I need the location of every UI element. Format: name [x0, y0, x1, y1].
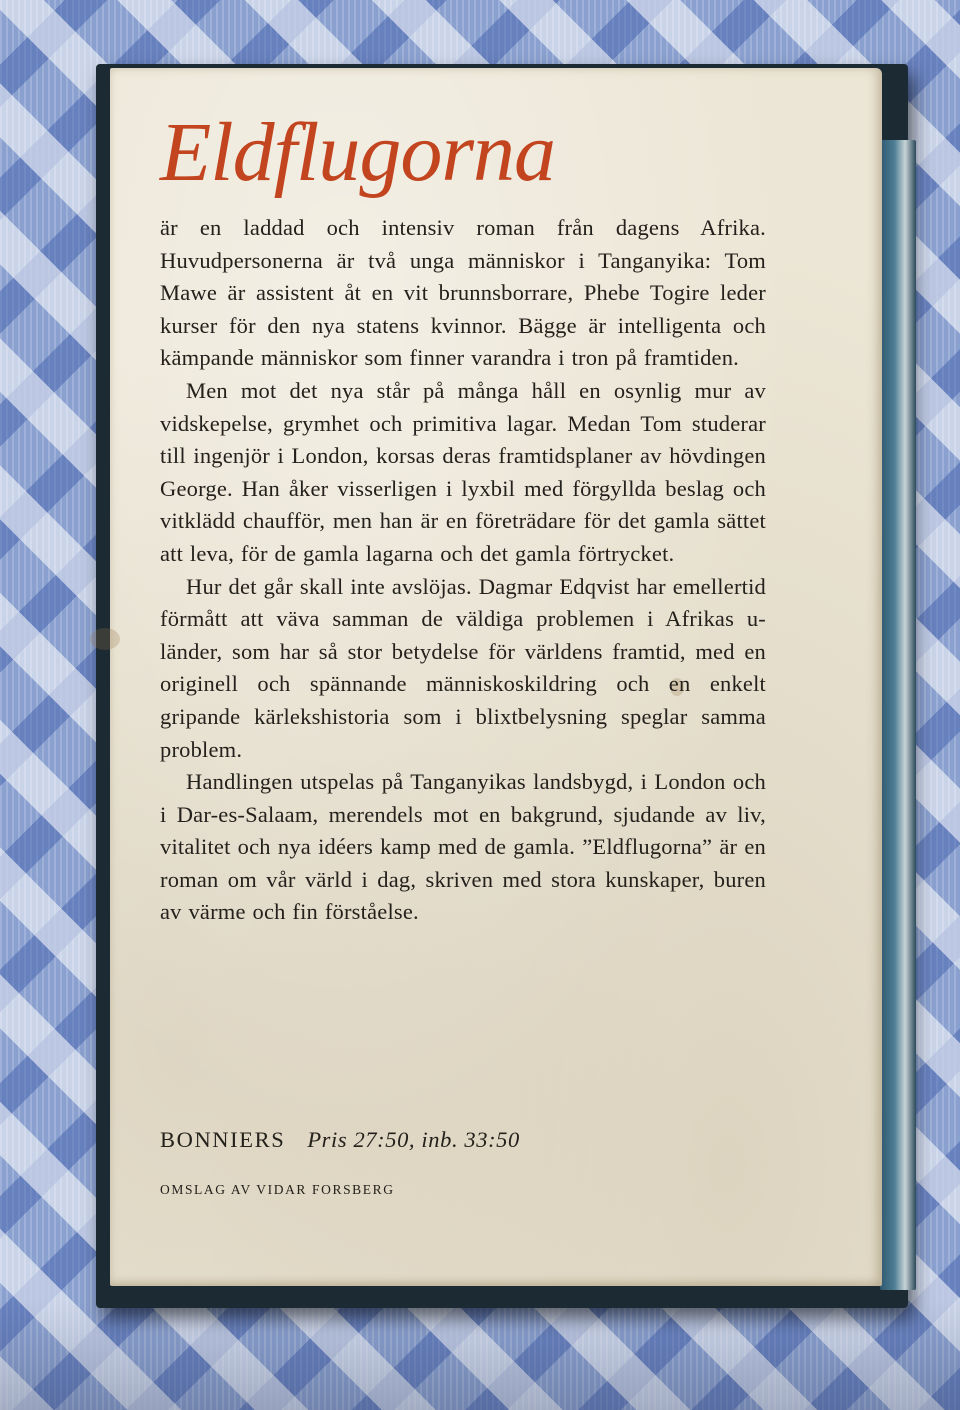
- wear-spot: [90, 628, 120, 650]
- publisher-line: [160, 1127, 520, 1153]
- book-board-edge: [880, 140, 916, 1290]
- price-text: Pris 27:50, inb. 33:50: [307, 1127, 520, 1152]
- book-title: Eldflugorna: [160, 106, 556, 199]
- tablecloth-shadow: [0, 1300, 960, 1410]
- cover-credit: OMSLAG AV VIDAR FORSBERG: [160, 1182, 395, 1197]
- blurb-paragraph: Hur det går skall inte avslöjas. Dagmar Edqvist har emellertid förmått att väva samman de väldiga problemen i Afrikas u-länder, som har så stor betydelse för världens framtid, med en originell och spännande människoskildring och en enkelt gripande kärlekshistoria som i blixtbelysning speglar samma problem.: [160, 573, 766, 762]
- blurb-paragraph: är en laddad och intensiv roman från dagens Afrika. Huvudpersonerna är två unga människor i Tanganyika: Tom Mawe är assistent åt en vit brunnsborrare, Phebe Togire leder kurser för den nya statens kvinnor. Bägge är intelligenta och kämpande människor som finner varandra i tron på framtiden.: [160, 215, 766, 371]
- dust-jacket-back: [110, 68, 882, 1286]
- blurb-paragraph: Men mot det nya står på många håll en osynlig mur av vidskepelse, grymhet och primitiva lagar. Medan Tom studerar till ingenjör i London, korsas deras framtidsplaner av hövdingen George. Han åker visserligen i lyxbil med förgyllda beslag och vitklädd chaufför, men han är en företrädare för det gamla sättet att leva, för de gamla lagarna och det gamla förtrycket.: [160, 377, 766, 566]
- blurb-paragraph: Handlingen utspelas på Tanganyikas landsbygd, i London och i Dar-es-Salaam, merendels mot en bakgrund, sjudande av liv, vitalitet och nya idéers kamp med de gamla. ”Eldflugorna” är en roman om vår värld i dag, skriven med stora kunskaper, buren av värme och fin förståelse.: [160, 769, 766, 925]
- blurb-text: [160, 212, 766, 929]
- publisher-name: BONNIERS: [160, 1127, 286, 1152]
